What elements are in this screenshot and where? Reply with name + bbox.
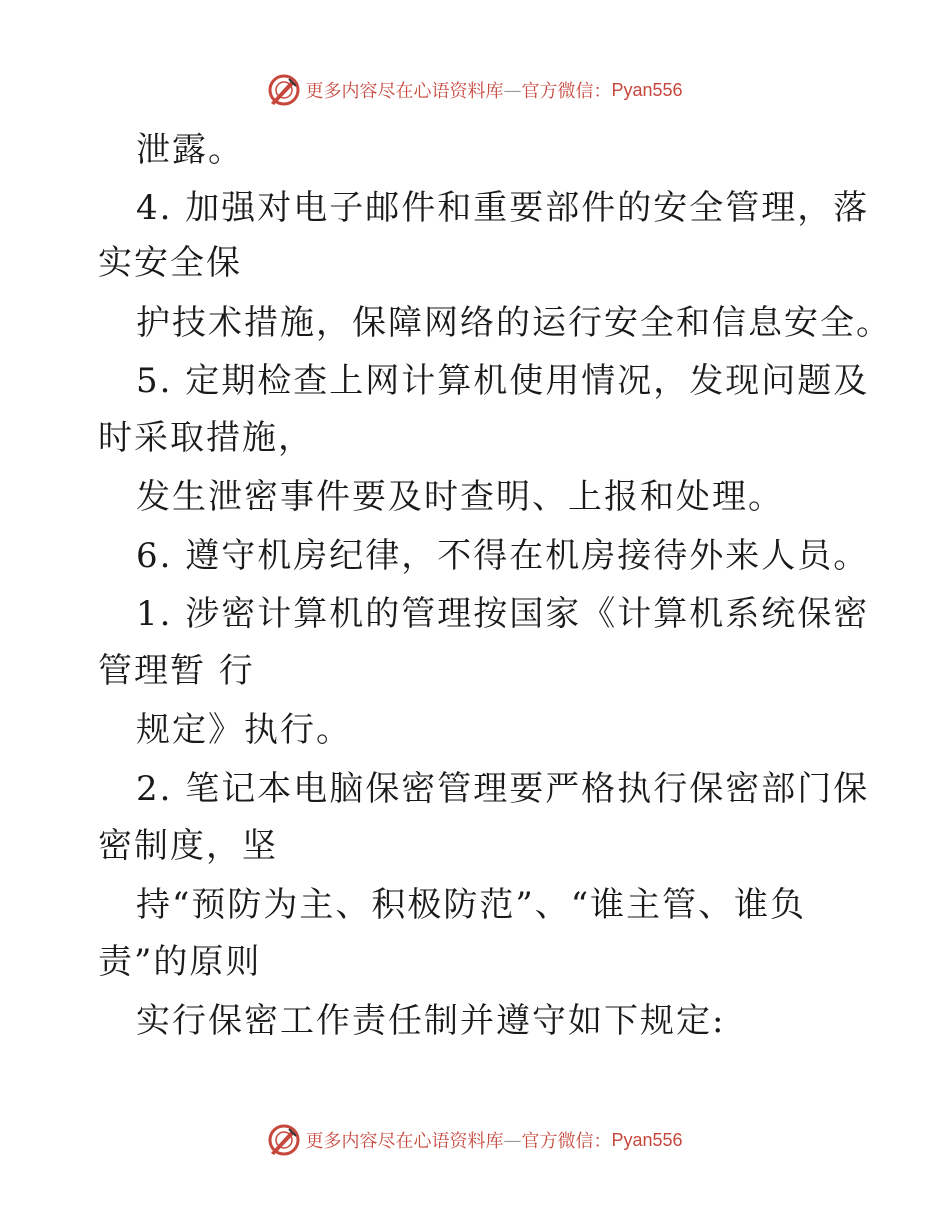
- body-line-6: 时采取措施，: [98, 418, 314, 458]
- body-line-8: 6. 遵守机房纪律，不得在机房接待外来人员。: [136, 536, 870, 576]
- footer-banner: [0, 1120, 950, 1160]
- footer-separator: —: [503, 1129, 522, 1151]
- footer-wechat-label: 官方微信：: [521, 1131, 612, 1152]
- body-line-3: 实安全保: [98, 243, 242, 283]
- body-line-5: 5. 定期检查上网计算机使用情况，发现问题及: [136, 361, 870, 401]
- body-line-16: 实行保密工作责任制并遵守如下规定:: [136, 1001, 726, 1041]
- body-line-7: 发生泄密事件要及时查明、上报和处理。: [136, 477, 784, 517]
- body-line-2: 4. 加强对电子邮件和重要部件的安全管理，落: [136, 188, 870, 228]
- body-line-14: 持“预防为主、积极防范”、“谁主管、谁负: [136, 885, 807, 925]
- header-brand-text: 更多内容尽在心语资料库: [305, 81, 504, 102]
- body-line-15: 责”的原则: [98, 942, 262, 982]
- body-line-9: 1. 涉密计算机的管理按国家《计算机系统保密: [136, 594, 870, 634]
- quill-pen-logo-icon: [267, 1123, 301, 1157]
- header-wechat-label: 官方微信：: [521, 81, 612, 102]
- body-line-12: 2. 笔记本电脑保密管理要严格执行保密部门保: [136, 769, 870, 809]
- footer-brand-text: 更多内容尽在心语资料库: [305, 1131, 504, 1152]
- body-line-13: 密制度，坚: [98, 826, 278, 866]
- body-line-1: 泄露。: [136, 130, 244, 170]
- header-wechat-id: Pyan556: [611, 79, 683, 100]
- footer-wechat-id: Pyan556: [611, 1129, 683, 1150]
- body-line-10: 管理暂 行: [98, 651, 255, 691]
- body-line-4: 护技术措施，保障网络的运行安全和信息安全。: [136, 303, 892, 343]
- header-separator: —: [503, 79, 522, 101]
- body-line-11: 规定》执行。: [136, 710, 352, 750]
